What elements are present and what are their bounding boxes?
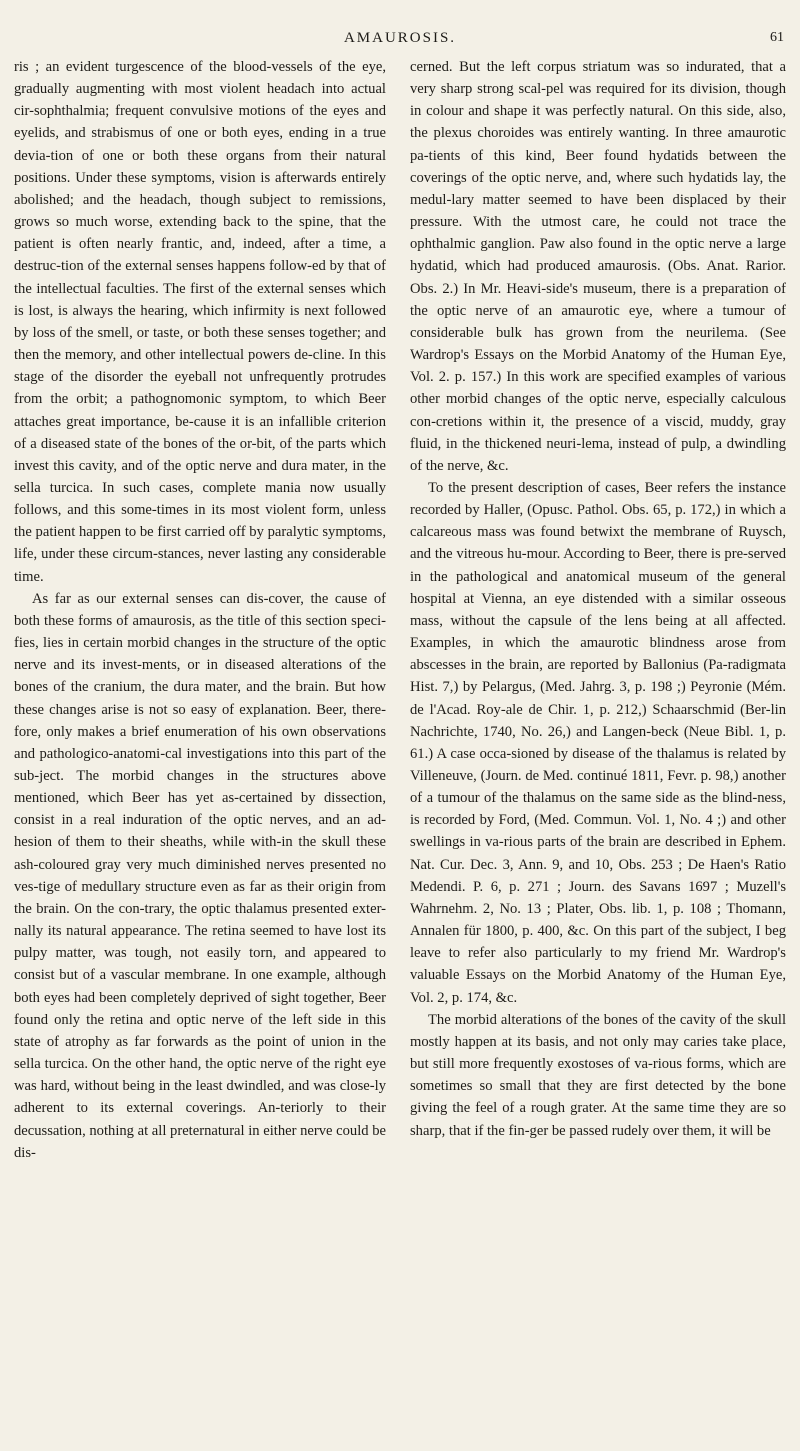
paragraph: As far as our external senses can dis-cover, the cause of both these forms of amaurosis, as the title of this section speci-fies, lies in certain morbid changes in the structure of the optic nerve and its invest-ments, or in diseased alterations of the bones of the cranium, the dura mater, and the brain. But how these changes arise is not so easy of explanation. Beer, there-fore, only makes a brief enumeration of his own observations and pathologico-anatomi-cal investigations into this part of the sub-ject. The morbid changes in the structures above mentioned, which Beer has yet as-certained by dissection, consist in a real induration of the optic nerves, and an ad-hesion of them to their sheaths, while with-in the skull these ash-coloured gray very much diminished nerves presented no ves-tige of medullary structure even as far as their origin from the brain. On the con-trary, the optic thalamus presented exter-nally its natural appearance. The retina seemed to have lost its pulpy matter, was tough, not easily torn, and appeared to consist but of a vascular membrane. In one example, although both eyes had been completely deprived of sight together, Beer found only the retina and optic nerve of the left side in this state of atrophy as far forwards as the point of union in the sella turcica. On the other hand, the optic nerve of the right eye was hard, without being in the least dwindled, and was close-ly adherent to its external coverings. An-teriorly to their decussation, nothing at all preternatural in either nerve could be dis- [14,590,387,1161]
left-column [14,56,386,1164]
paragraph: ris ; an evident turgescence of the blood-vessels of the eye, gradually augmenting with most violent headach into actual cir-sophthalmia; frequent convulsive motions of the eyes and eyelids, and strabismus of one or both eyes, ending in a true devia-tion of one or both these organs from their natural positions. Under these symptoms, vision is afterwards entirely abolished; and the headach, though subject to remissions, grows so much worse, extending back to the spine, that the patient is often nearly frantic, and, indeed, after a time, a destruc-tion of the external senses happens follow-ed by that of the intellectual faculties. The first of the external senses which is lost, is always the hearing, which infirmity is next followed by loss of the smell, or taste, or both these senses together; and then the memory, and other intellectual powers de-cline. In this stage of the disorder the eyeball not unfrequently protrudes from the orbit; a pathognomonic symptom, to which Beer attaches great importance, be-cause it is an infallible criterion of a diseased state of the bones of the or-bit, of the parts which invest this cavity, and of the optic nerve and dura mater, in the sella turcica. In such cases, complete mania now usually follows, and this some-times in its most violent form, unless the patient happen to be first carried off by paralytic symptoms, life, under these circum-stances, never lasting any considerable time. [14,59,386,585]
paragraph: cerned. But the left corpus striatum was so indurated, that a very sharp strong scal-pel was required for its division, though in colour and shape it was perfectly natural. On this side, also, the plexus choroides was entirely wanting. In three amaurotic pa-tients of this kind, Beer found hydatids between the coverings of the optic nerve, and, where such hydatids lay, the medul-lary matter seemed to have been displaced by their pressure. With the utmost care, he could not trace the ophthalmic ganglion. Paw also found in the optic nerve a large hydatid, which had produced amaurosis. (Obs. Anat. Rarior. Obs. 2.) In Mr. Heavi-side's museum, there is a preparation of the optic nerve of an amaurotic eye, where a tumour of considerable bulk has grown from the neurilema. (See Wardrop's Essays on the Morbid Anatomy of the Human Eye, Vol. 2. p. 157.) In this work are specified examples of various other morbid changes of the optic nerve, especially calculous con-cretions within it, the presence of a viscid, muddy, gray fluid, in the thickened neuri-lema, instead of pulp, a dwindling of the nerve, &c. [410,59,786,474]
page-header [0,30,800,52]
paragraph: The morbid alterations of the bones of the cavity of the skull mostly happen at its basis, and not only may caries take place, but still more frequently exostoses of va-rious forms, which are sometimes so small that they are first detected by the bone giving the feel of a rough grater. At the same time they are so sharp, that if the fin-ger be passed rudely over them, it will be [410,1011,786,1139]
running-title: AMAUROSIS. [343,30,457,46]
paragraph: To the present description of cases, Beer refers the instance recorded by Haller, (Opusc. Pathol. Obs. 65, p. 172,) in which a calcareous mass was found betwixt the membrane of Ruysch, and the vitreous hu-mour. According to Beer, there is pre-served in the pathological and anatomical museum of the general hospital at Vienna, an eye distended with a similar osseous mass, without the capsule of the lens being at all affected. Examples, in which the amaurotic blindness arose from abscesses in the brain, are reported by Ballonius (Pa-radigmata Hist. 7,) by Pelargus, (Med. Jahrg. 3, p. 198 ;) Peyronie (Mém. de l'Acad. Roy-ale de Chir. 1, p. 212,) Schaarschmid (Ber-lin Nachrichte, 1740, No. 26,) and Langen-beck (Neue Bibl. 1, p. 61.) A case occa-sioned by disease of the thalamus is related by Villeneuve, (Journ. de Med. continué 1811, Fevr. p. 98,) another of a tumour of the thalamus on the same side as the blind-ness, is recorded by Ford, (Med. Commun. Vol. 1, No. 4 ;) and other swellings in va-rious parts of the brain are described in Ephem. Nat. Cur. Dec. 3, Ann. 9, and 10, Obs. 253 ; De Haen's Ratio Medendi. P. 6, p. 271 ; Journ. des Savans 1697 ; Muzell's Wahrnehm. 2, No. 13 ; Plater, Obs. lib. 1, p. 108 ; Thomann, Annalen für 1800, p. 400, &c. On this part of the subject, I beg leave to refer also particularly to my friend Mr. Wardrop's valuable Essays on the Morbid Anatomy of the Human Eye, Vol. 2, p. 174, &c. [410,479,786,1006]
right-column [410,56,786,1142]
page-number: 61 [770,30,784,45]
